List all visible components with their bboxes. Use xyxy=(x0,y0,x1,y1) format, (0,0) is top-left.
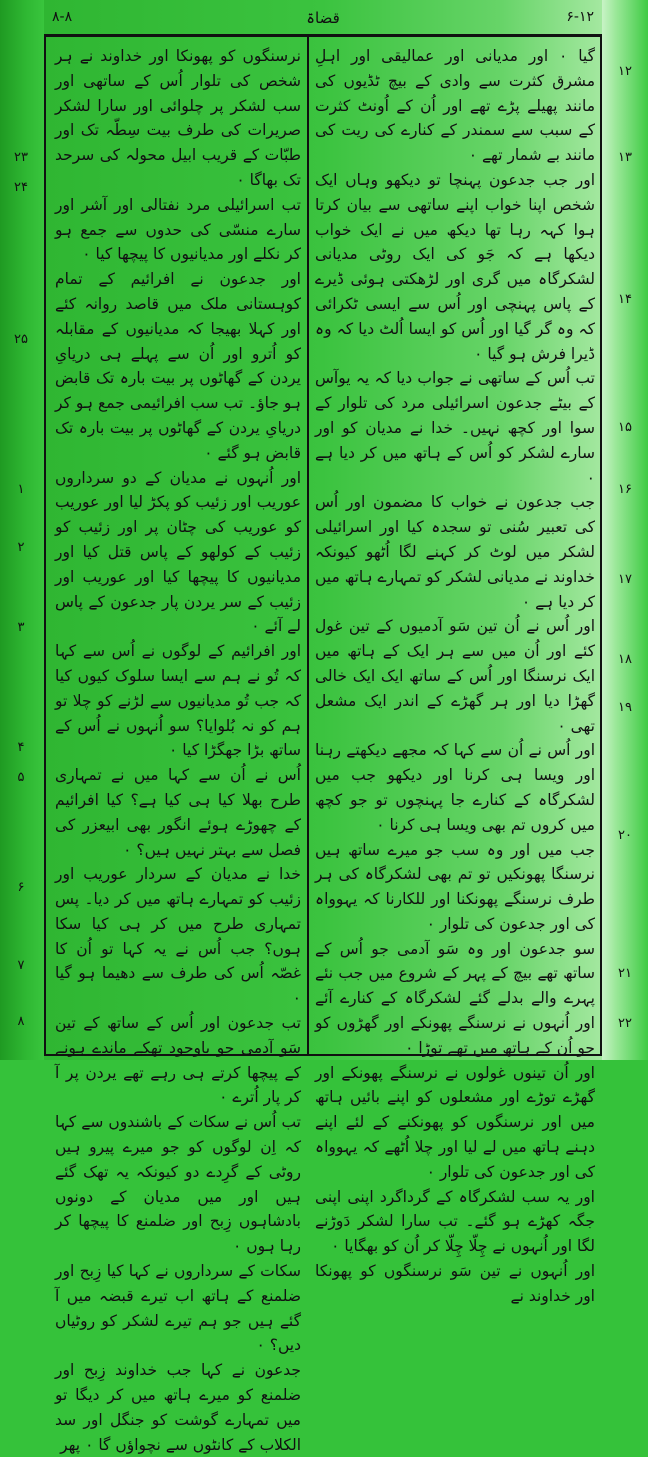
verse-paragraph: تب اسرائیلی مرد نفتالی اور آشر اور سارے منسّی کی حدوں سے جمع ہو کر نکلے اور مدیانیوں کا پیچھا کیا ۰ xyxy=(55,195,301,264)
verse-number: ۲۲ xyxy=(618,1016,632,1031)
verse-number: ۱۷ xyxy=(618,572,632,587)
verse-paragraph: اور جدعون نے افرائیم کے تمام کوہستانی ملک میں قاصد روانہ کئے اور کہلا بھیجا کہ مدیانیوں کے مقابلہ کو اُترو اور اُن سے پہلے ہی دریایِ یردن کے گھاٹوں پر بیت بارہ تک قابض ہو جاؤ۔ تب سب افرائیمی جمع ہو کر دریایِ یردن کے گھاٹوں پر بیت بارہ تک قابض ہو گئے ۰ xyxy=(55,270,301,462)
header-book-title: قضاۃ xyxy=(306,9,340,27)
verse-paragraph: اور اُس نے اُن سے کہا کہ مجھے دیکھتے رہنا اور ویسا ہی کرنا اور دیکھو جب میں لشکرگاہ کے کنارے جا پہنچوں تو جو کچھ میں کروں تم بھی ویسا ہی کرنا ۰ xyxy=(315,741,595,834)
verse-number: ۲۳ xyxy=(14,150,28,165)
verse-number: ۲۱ xyxy=(618,966,632,981)
verse-number: ۳ xyxy=(17,620,25,635)
verse-paragraph: سو جدعون اور وہ سَو آدمی جو اُس کے ساتھ تھے بیچ کے پہر کے شروع میں جب نئے پہرے والے بدلے گئے لشکرگاہ کے کنارے آئے اور اُنہوں نے نرسنگے پھونکے اور گھڑوں کو جو اُن کے ہاتھ میں تھے توڑا ۰ xyxy=(315,939,595,1057)
verse-number: ۱۵ xyxy=(618,420,632,435)
header-chapter-range-left: ۸-۸ xyxy=(52,9,73,25)
header-chapter-range-right: ۶-۱۲ xyxy=(566,9,594,25)
verse-number: ۲ xyxy=(17,540,25,555)
verse-paragraph: نرسنگوں کو پھونکا اور خداوند نے ہر شخص کی تلوار اُس کے ساتھی اور سب لشکر پر چلوائی اور سارا لشکر صریرات کی طرف بیت سِطّہ تک اور طبّات کے قریب ابیل محولہ کی سرحد تک بھاگا ۰ xyxy=(55,47,301,189)
verse-paragraph: سکات کے سرداروں نے کہا کیا زِبح اور ضلمنع کے ہاتھ اب تیرے قبضہ میں آ گئے ہیں جو ہم تیرے لشکر کو روٹیاں دیں؟ ۰ xyxy=(55,1262,301,1355)
verse-paragraph: تب جدعون اور اُس کے ساتھ کے تین سَو آدمی جو باوجود تھکے ماندے ہونے کے پیچھا کرتے ہی رہے تھے یردن پر آ کر پار اُترے ۰ xyxy=(55,1014,301,1107)
verse-paragraph: جب جدعون نے خواب کا مضمون اور اُس کی تعبیر سُنی تو سجدہ کیا اور اسرائیلی لشکر میں لوٹ کر کہنے لگا اُٹھو کیونکہ خداوند نے مدیانی لشکر کو تمہارے ہاتھ میں کر دیا ہے ۰ xyxy=(315,493,595,611)
verse-paragraph: اور جب جدعون پہنچا تو دیکھو وہاں ایک شخص اپنا خواب اپنے ساتھی سے بیان کرتا ہوا کہہ رہا تھا دیکھ میں نے ایک خواب دیکھا ہے کہ جَو کی ایک روٹی مدیانی لشکرگاہ میں گری اور لڑھکتی ہوئی ڈیرے کے پاس پہنچی اور اُس سے ایسی ٹکرائی کہ وہ گر گیا اور اُس کو ایسا اُلٹ دیا کہ وہ ڈیرا فرش ہو گیا ۰ xyxy=(315,170,595,363)
verse-paragraph: اُس نے اُن سے کہا میں نے تمہاری طرح بھلا کیا ہی کیا ہے؟ کیا افرائیم کے چھوڑے ہوئے انگور بھی ابیعزر کی فصل سے بہتر نہیں ہیں؟ ۰ xyxy=(55,766,301,859)
verse-number: ۵ xyxy=(17,770,25,785)
verse-number: ۶ xyxy=(17,880,25,895)
text-column-right xyxy=(315,44,595,1305)
verse-paragraph: اور اُس نے اُن تین سَو آدمیوں کے تین غول کئے اور اُن میں سے ہر ایک کے ہاتھ میں ایک نرسنگا اور اُس کے ساتھ ایک ایک خالی گھڑا دیا اور ہر گھڑے کے اندر ایک مشعل تھی ۰ xyxy=(315,617,595,735)
verse-number: ۱۳ xyxy=(618,150,632,165)
verse-paragraph: اور افرائیم کے لوگوں نے اُس سے کہا کہ تُو نے ہم سے ایسا سلوک کیوں کیا کہ جب تُو مدیانیوں سے لڑنے کو چلا تو ہم کو نہ بُلوایا؟ سو اُنہوں نے اُس کے ساتھ بڑا جھگڑا کیا ۰ xyxy=(55,642,301,760)
verse-paragraph: اور اُنہوں نے مدیان کے دو سرداروں عوریب اور زئیب کو پکڑ لیا اور عوریب کو عوریب کی چٹان پر اور زئیب کو زئیب کے کولھو کے پاس قتل کیا اور مدیانیوں کا پیچھا کیا اور عوریب اور زئیب کے سر یردن پار جدعون کے پاس لے آئے ۰ xyxy=(55,468,301,636)
verse-paragraph: تب اُس کے ساتھی نے جواب دیا کہ یہ یوآس کے بیٹے جدعون اسرائیلی مرد کی تلوار کے سوا اور کچھ نہیں۔ خدا نے مدیان کو اور سارے لشکر کو اُس کے ہاتھ میں کر دیا ہے ۰ xyxy=(315,369,595,487)
text-column-left xyxy=(55,44,301,1454)
verse-paragraph: جب میں اور وہ سب جو میرے ساتھ ہیں نرسنگا پھونکیں تو تم بھی لشکرگاہ کی ہر طرف نرسنگے پھونکنا اور للکارنا کہ یہوواہ کی اور جدعون کی تلوار ۰ xyxy=(315,840,595,933)
verse-number: ۸ xyxy=(17,1014,25,1029)
verse-paragraph: جدعون نے کہا جب خداوند زِبح اور ضلمنع کو میرے ہاتھ میں کر دیگا تو میں تمہارے گوشت کو جنگل اور سد الکلاب کے کانٹوں سے نچواؤں گا ۰ پھر xyxy=(55,1361,301,1454)
verse-paragraph: اور اُن تینوں غولوں نے نرسنگے پھونکے اور گھڑے توڑے اور مشعلوں کو اپنے بائیں ہاتھ میں اور نرسنگوں کو پھونکنے کے لئے اپنے دہنے ہاتھ میں لے لیا اور چلا اُٹھے کہ یہوواہ کی اور جدعون کی تلوار ۰ xyxy=(315,1063,595,1181)
right-border-rule xyxy=(600,36,602,1055)
verse-number: ۲۵ xyxy=(14,332,28,347)
verse-paragraph: اور اُنہوں نے تین سَو نرسنگوں کو پھونکا اور خداوند نے xyxy=(315,1262,595,1305)
verse-paragraph: تب اُس نے سکات کے باشندوں سے کہا کہ اِن لوگوں کو جو میرے پیرو ہیں روٹی کے گرِدے دو کیونکہ یہ تھک گئے ہیں اور میں مدیان کے دونوں بادشاہوں زِبح اور ضلمنع کا پیچھا کر رہا ہوں ۰ xyxy=(55,1113,301,1256)
verse-number: ۱۲ xyxy=(618,64,632,79)
verse-number: ۲۴ xyxy=(14,180,28,195)
verse-number: ۱۸ xyxy=(618,652,632,667)
verse-number: ۷ xyxy=(17,958,25,973)
verse-number: ۱۶ xyxy=(618,482,632,497)
verse-paragraph: اور یہ سب لشکرگاہ کے گرداگرد اپنی اپنی جگہ کھڑے ہو گئے۔ تب سارا لشکر دَوڑنے لگا اور اُنہوں نے چِلّا چِلّا کر اُن کو بھگایا ۰ xyxy=(315,1187,595,1256)
verse-number: ۱ xyxy=(17,482,25,497)
verse-paragraph: خدا نے مدیان کے سردار عوریب اور زئیب کو تمہارے ہاتھ میں کر دیا۔ پس تمہاری طرح میں کر ہی کیا سکا ہوں؟ جب اُس نے یہ کہا تو اُن کا غصّہ اُس کی طرف سے دھیما ہو گیا ۰ xyxy=(55,865,301,1008)
verse-number: ۲۰ xyxy=(618,828,632,843)
column-divider-rule xyxy=(307,36,309,1055)
header-rule xyxy=(44,34,602,37)
verse-number: ۴ xyxy=(17,740,25,755)
verse-number: ۱۴ xyxy=(618,292,632,307)
verse-number: ۱۹ xyxy=(618,700,632,715)
left-border-rule xyxy=(44,36,46,1055)
verse-paragraph: گیا ۰ اور مدیانی اور عمالیقی اور اہلِ مشرق کثرت سے وادی کے بیچ ٹڈیوں کی مانند پھیلے پڑے تھے اور اُن کے اُونٹ کثرت کے سبب سے سمندر کے کنارے کی ریت کی مانند بے شمار تھے ۰ xyxy=(315,47,595,165)
